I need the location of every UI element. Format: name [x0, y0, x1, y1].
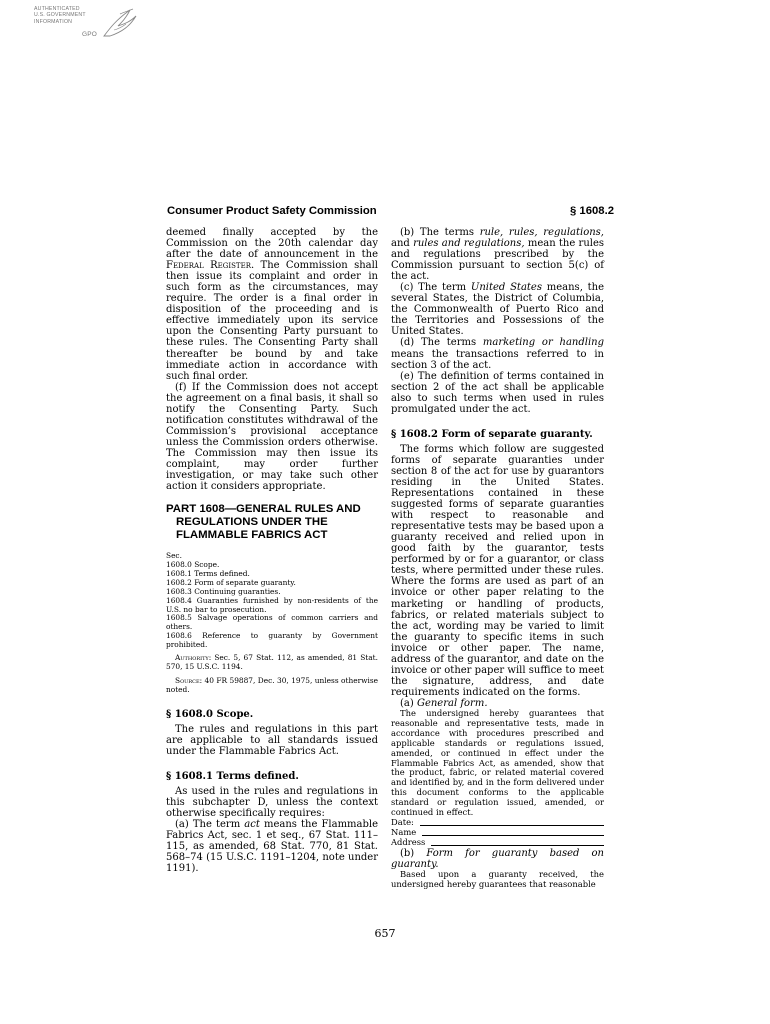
- source-label: Source: [175, 675, 200, 685]
- toc-item: 1608.5 Salvage operations of common carriers and others.: [166, 613, 378, 632]
- form-title: General form.: [416, 697, 488, 709]
- running-header: [167, 205, 614, 221]
- toc-item: 1608.1 Terms defined.: [166, 568, 250, 578]
- text-run: means the transactions referred to in section 3 of the act.: [391, 348, 604, 371]
- text-run: (c) The term: [400, 282, 471, 294]
- definition-a: [166, 819, 378, 874]
- definition-b: [391, 227, 604, 282]
- authentication-stamp: [34, 6, 144, 46]
- definition-c: [391, 282, 604, 337]
- defined-term: marketing or handling: [482, 337, 604, 349]
- table-of-contents: [166, 552, 378, 650]
- date-field: [391, 818, 604, 828]
- header-agency: Consumer Product Safety Commission: [167, 205, 377, 217]
- definition-d: [391, 337, 604, 370]
- toc-item: 1608.3 Continuing guaranties.: [166, 586, 281, 596]
- paragraph-f: (f) If the Commission does not accept the agreement on a final basis, it shall so notify the Consenting Party. Such notification constitutes withdrawal of the Commission’s provisional acceptance unless the Commission orders otherwise. The Commission may then issue its complaint, may order further investigation, or may take such other action it considers appropriate.: [166, 381, 378, 493]
- name-label: Name: [391, 826, 417, 837]
- address-field: [391, 838, 604, 848]
- toc-item: 1608.4 Guaranties furnished by non-residents of the U.S. no bar to prosecution.: [166, 595, 378, 614]
- form-b-text: Based upon a guaranty received, the undersigned hereby guarantees that reasonable: [391, 868, 604, 889]
- toc-label: Sec.: [166, 551, 182, 561]
- source-note: [166, 677, 378, 695]
- paragraph-continued: [166, 227, 378, 382]
- fill-line: [420, 825, 604, 826]
- toc-item: 1608.2 Form of separate guaranty.: [166, 577, 296, 587]
- left-column: [166, 227, 378, 874]
- part-heading: PART 1608—GENERAL RULES AND REGULATIONS UNDER THE FLAMMABLE FABRICS ACT: [166, 503, 361, 542]
- text-run: means the Flammable Fabrics Act, sec. 1 et seq., 67 Stat. 111–115, as amended, 68 Stat. 770, 81 Stat. 568–74 (15 U.S.C. 1191–1204, note under 1191).: [166, 819, 379, 875]
- stamp-line-3: INFORMATION: [34, 18, 73, 25]
- section-1608-2-text: The forms which follow are suggested forms of separate guaranties under section 8 of the act for use by guarantors residing in the United States. Representations contained in these suggested forms of separate guaranties with respect to reasonable and representative tests may be based upon a guaranty received and relied upon in good faith by the guarantor, tests performed by or for a guarantor, or class tests, where permitted under these rules. Where the forms are used as part of an invoice or other paper relating to the marketing or handling of products, fabrics, or related materials subject to the act, wording may be varied to limit the guaranty to specific items in such invoice or other paper. The name, address of the guarantor, and date on the invoice or other paper will suffice to meet the signature, address, and date requirements indicated on the forms.: [391, 443, 604, 698]
- eagle-icon: [100, 6, 140, 40]
- stamp-line-1: AUTHENTICATED: [34, 6, 80, 12]
- defined-term: rule, rules, regulations,: [479, 227, 604, 238]
- definition-e: (e) The definition of terms contained in section 2 of the act shall be applicable also to such terms when used in rules promulgated under the act.: [391, 370, 604, 415]
- text-run: (b): [400, 847, 427, 859]
- stamp-line-2: U.S. GOVERNMENT: [34, 12, 86, 19]
- fill-line: [431, 845, 604, 846]
- date-label: Date:: [391, 816, 414, 827]
- header-section: § 1608.2: [570, 205, 614, 217]
- source-text: : 40 FR 59887, Dec. 30, 1975, unless otherwise noted.: [166, 675, 378, 694]
- authority-label: Authority: [175, 653, 209, 663]
- text-run: (d) The terms: [400, 337, 483, 349]
- toc-item: 1608.6 Reference to guaranty by Government prohibited.: [166, 631, 378, 650]
- text-run: (a) The term: [175, 819, 245, 831]
- text-run: mean the rules and regulations prescribed by the Commission pursuant to section 5(c) of the act.: [391, 238, 605, 283]
- toc-item: 1608.0 Scope.: [166, 560, 220, 570]
- defined-term: United States: [470, 282, 542, 294]
- defined-term: rules and regulations,: [413, 238, 525, 250]
- general-form-text: The undersigned hereby guarantees that reasonable and representative tests, made in accordance with procedures prescribed and applicable standards or regulations issued, amended, or continued in effect under the Flammable Fabrics Act, as amended, show that the product, fabric, or related material covered and identified by, and in the form delivered under this document conforms to the applicable standard or regulation issued, amended, or continued in effect.: [391, 707, 604, 818]
- text-run: means, the several States, the District of Columbia, the Commonwealth of Puerto Rico and the Territories and Possessions of the United States.: [391, 282, 605, 338]
- right-column: [391, 227, 604, 890]
- page-number: 657: [374, 927, 396, 940]
- text-run: (a): [400, 697, 417, 709]
- form-b-label: [391, 848, 604, 870]
- fill-line: [422, 835, 604, 836]
- text-run: (b) The terms: [400, 227, 480, 238]
- defined-term: act: [244, 819, 260, 831]
- authority-text: : Sec. 5, 67 Stat. 112, as amended, 81 Stat. 570, 15 U.S.C. 1194.: [166, 653, 378, 671]
- address-label: Address: [391, 836, 426, 847]
- section-heading-1608-1: § 1608.1 Terms defined.: [166, 770, 299, 782]
- text-run: . The Commission shall then issue its complaint and order in such form as the circumstances, may require. The order is a final order in disposition of the proceeding and is effective immediately upon its service upon the Consenting Party pursuant to these rules. The Consenting Party shall thereafter be bound by and take immediate action in accordance with such final order.: [166, 260, 378, 382]
- authority-note: [166, 654, 378, 672]
- section-heading-1608-2: § 1608.2 Form of separate guaranty.: [391, 428, 593, 440]
- section-heading-1608-0: § 1608.0 Scope.: [166, 708, 254, 720]
- text-run: and: [391, 238, 414, 250]
- section-1608-1-text: As used in the rules and regulations in this subchapter D, unless the context otherwise specifically requires:: [166, 785, 378, 820]
- federal-register-term: Federal Register: [166, 260, 251, 272]
- stamp-gpo: GPO: [82, 31, 98, 38]
- section-1608-0-text: The rules and regulations in this part are applicable to all standards issued under the Flammable Fabrics Act.: [166, 723, 378, 757]
- form-title: Form for guaranty based on guaranty.: [391, 847, 604, 870]
- text-run: deemed finally accepted by the Commission on the 20th calendar day after the date of announcement in the: [166, 227, 378, 261]
